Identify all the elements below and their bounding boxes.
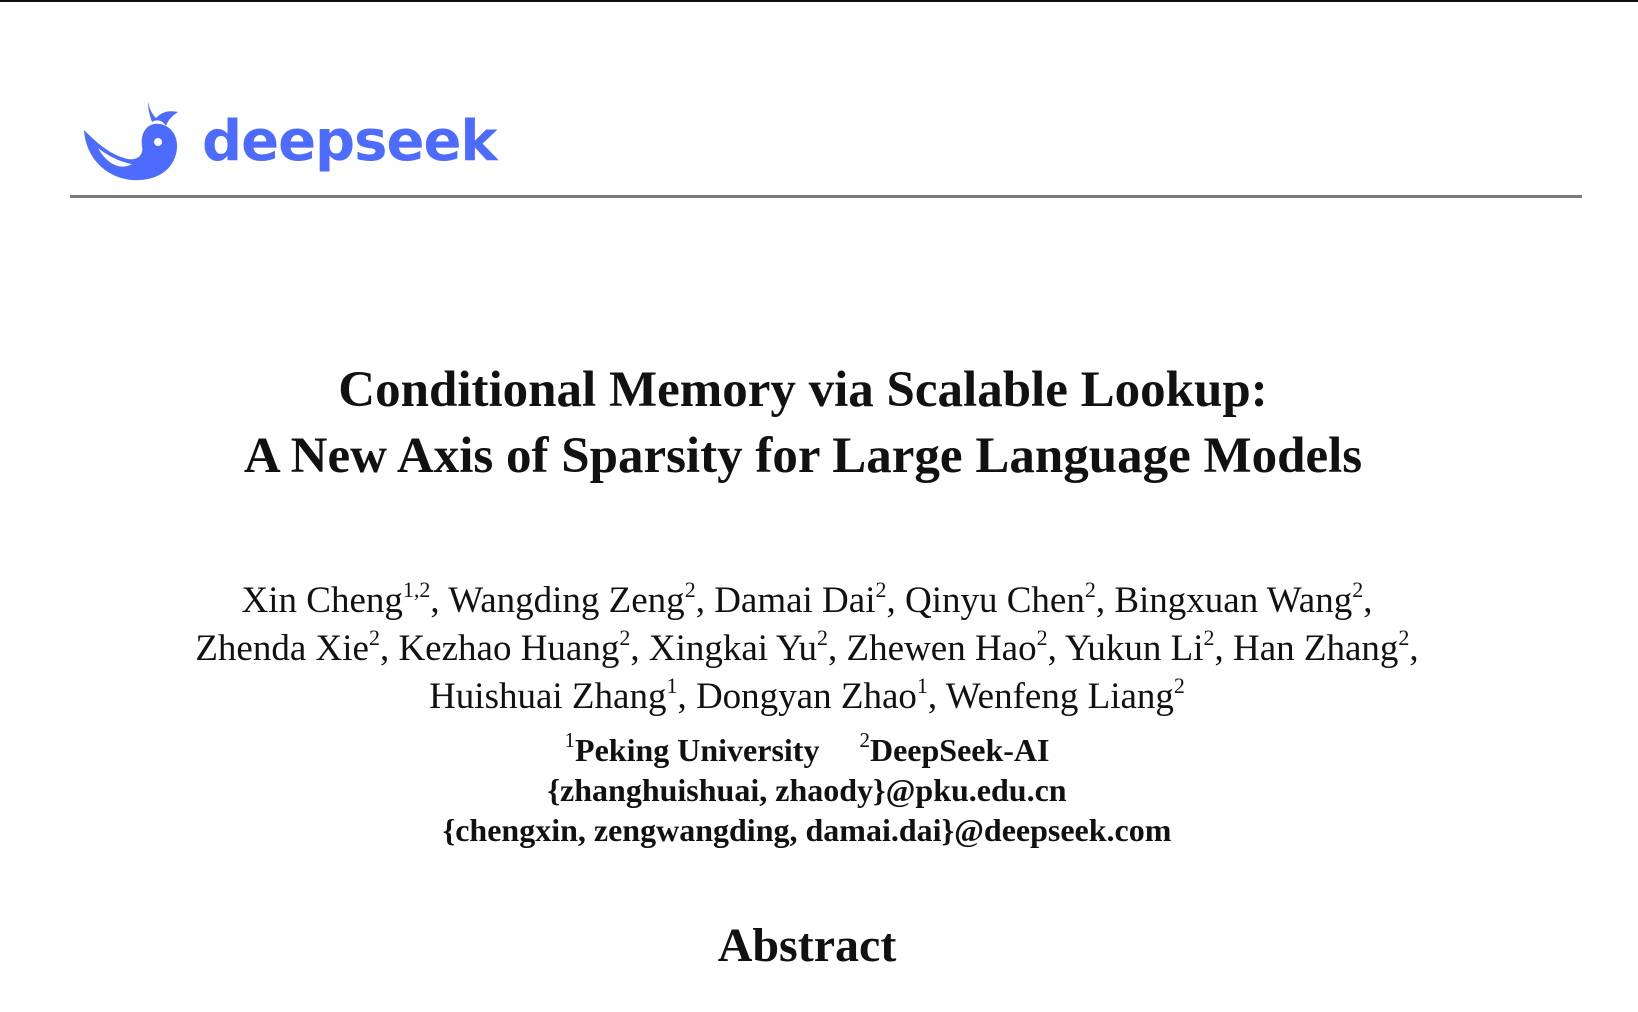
author-separator: , — [1095, 580, 1115, 621]
author-affiliation-marker: 2 — [1084, 576, 1096, 602]
author-affiliation-marker: 2 — [1398, 624, 1410, 650]
author-affiliation-marker: 2 — [368, 624, 380, 650]
author-name — [904, 576, 1096, 621]
author-name-text: Yukun Li — [1064, 628, 1204, 669]
author-affiliation-marker: 2 — [875, 576, 887, 602]
affiliations — [0, 730, 1626, 850]
author-separator: , — [695, 580, 715, 621]
author-name-text: Damai Dai — [714, 580, 876, 621]
title-line-2: A New Axis of Sparsity for Large Language Models — [243, 428, 1363, 484]
author-separator: , — [677, 676, 696, 717]
author-line-2 — [0, 625, 1626, 673]
author-affiliation-marker: 1 — [666, 672, 678, 698]
affiliation-1-marker: 1 — [564, 728, 576, 753]
author-name-text: Wangding Zeng — [448, 580, 685, 621]
affiliation-2-name: DeepSeek-AI — [869, 732, 1050, 768]
author-name — [846, 624, 1048, 669]
author-affiliation-marker: 2 — [684, 576, 696, 602]
author-affiliation-marker: 2 — [619, 624, 631, 650]
abstract-heading: Abstract — [717, 919, 897, 972]
affiliation-1-name: Peking University — [575, 732, 820, 768]
author-name — [195, 624, 380, 669]
author-separator: , — [1363, 580, 1373, 621]
author-name — [695, 672, 928, 717]
paper-title — [0, 357, 1622, 489]
author-separator: , — [828, 628, 847, 669]
author-name — [398, 624, 631, 669]
author-name — [429, 672, 678, 717]
author-affiliation-marker: 2 — [817, 624, 829, 650]
author-line-3 — [0, 673, 1626, 721]
author-affiliation-marker: 2 — [1203, 624, 1215, 650]
author-name — [945, 672, 1185, 717]
author-name-text: Zhewen Hao — [846, 628, 1037, 669]
author-name-text: Qinyu Chen — [904, 580, 1085, 621]
author-name-text: Kezhao Huang — [398, 628, 620, 669]
author-affiliation-marker: 1,2 — [402, 576, 431, 602]
author-affiliation-marker: 2 — [1173, 672, 1185, 698]
whale-icon — [78, 96, 194, 184]
author-name — [1233, 624, 1410, 669]
author-separator: , — [630, 628, 649, 669]
author-list — [0, 577, 1626, 721]
author-name-text: Xin Cheng — [241, 580, 403, 621]
author-name — [648, 624, 829, 669]
author-name-text: Bingxuan Wang — [1114, 580, 1353, 621]
affiliation-2-marker: 2 — [859, 728, 870, 753]
top-border — [0, 0, 1638, 2]
author-separator: , — [1214, 628, 1233, 669]
author-name — [714, 576, 887, 621]
deepseek-logo — [78, 96, 497, 184]
author-name — [448, 576, 696, 621]
author-name — [241, 576, 431, 621]
author-name-text: Han Zhang — [1233, 628, 1399, 669]
header-rule — [70, 195, 1582, 198]
author-name-text: Zhenda Xie — [195, 628, 369, 669]
author-separator: , — [886, 580, 905, 621]
author-separator: , — [1047, 628, 1065, 669]
author-name — [1064, 624, 1215, 669]
email-line-pku: {zhanghuishuai, zhaody}@pku.edu.cn — [547, 772, 1067, 808]
author-affiliation-marker: 2 — [1036, 624, 1048, 650]
title-line-1: Conditional Memory via Scalable Lookup: — [338, 362, 1268, 418]
logo-wordmark: deepseek — [202, 109, 497, 174]
affiliation-line — [0, 730, 1626, 770]
author-affiliation-marker: 2 — [1352, 576, 1364, 602]
author-name-text: Wenfeng Liang — [945, 676, 1174, 717]
author-separator: , — [430, 580, 449, 621]
author-name-text: Huishuai Zhang — [429, 676, 667, 717]
author-separator: , — [1409, 628, 1419, 669]
author-name-text: Dongyan Zhao — [695, 676, 917, 717]
author-affiliation-marker: 1 — [916, 672, 928, 698]
author-separator: , — [379, 628, 399, 669]
author-name-text: Xingkai Yu — [648, 628, 818, 669]
author-name — [1114, 576, 1364, 621]
email-line-deepseek: {chengxin, zengwangding, damai.dai}@deepseek.com — [442, 812, 1172, 848]
author-line-1 — [0, 577, 1626, 625]
author-separator: , — [927, 676, 946, 717]
